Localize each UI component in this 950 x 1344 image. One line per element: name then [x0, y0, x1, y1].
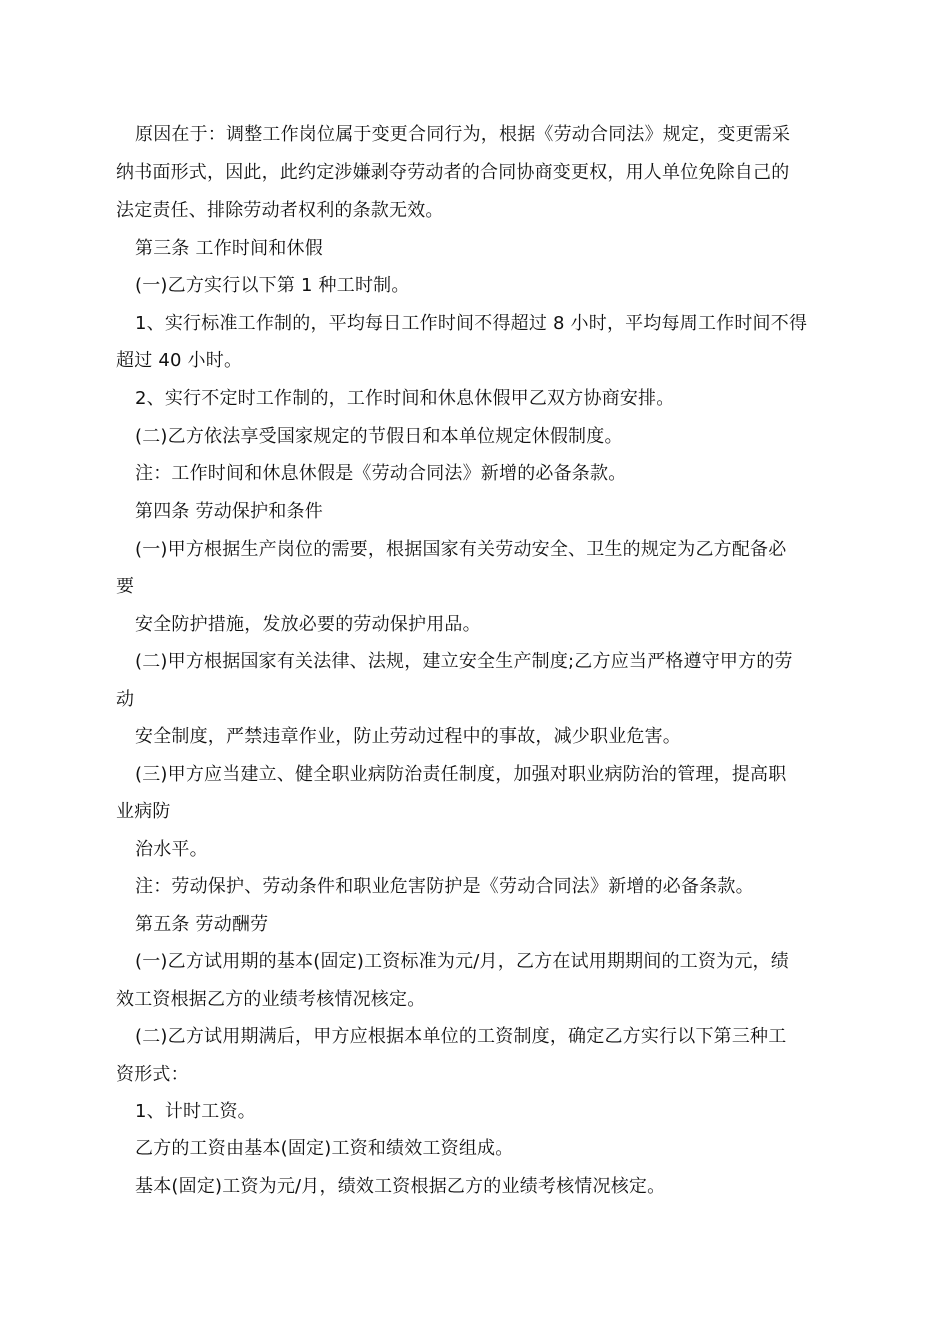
paragraph-line: 要: [116, 576, 135, 597]
paragraph-line: 治水平。: [135, 839, 208, 860]
paragraph-line: (一)乙方试用期的基本(固定)工资标准为元/月，乙方在试用期期间的工资为元，绩: [135, 951, 789, 972]
paragraph-line: (一)甲方根据生产岗位的需要，根据国家有关劳动安全、卫生的规定为乙方配备必: [135, 539, 787, 560]
paragraph-line: 动: [116, 689, 135, 710]
paragraph-line: 资形式：: [116, 1064, 189, 1085]
paragraph-line: 基本(固定)工资为元/月，绩效工资根据乙方的业绩考核情况核定。: [135, 1176, 666, 1197]
paragraph-line: (一)乙方实行以下第 1 种工时制。: [135, 275, 410, 296]
paragraph-line: 1、计时工资。: [135, 1101, 256, 1122]
paragraph-line: 乙方的工资由基本(固定)工资和绩效工资组成。: [135, 1138, 514, 1159]
paragraph-line: (二)乙方依法享受国家规定的节假日和本单位规定休假制度。: [135, 426, 623, 447]
paragraph-line: 法定责任、排除劳动者权利的条款无效。: [116, 200, 444, 221]
paragraph-line: 纳书面形式，因此，此约定涉嫌剥夺劳动者的合同协商变更权，用人单位免除自己的: [116, 162, 790, 183]
paragraph-line: 1、实行标准工作制的，平均每日工作时间不得超过 8 小时，平均每周工作时间不得: [135, 313, 808, 334]
section-heading: 第五条 劳动酬劳: [135, 914, 269, 935]
note-line: 注：劳动保护、劳动条件和职业危害防护是《劳动合同法》新增的必备条款。: [135, 876, 754, 897]
section-heading: 第四条 劳动保护和条件: [135, 501, 323, 522]
paragraph-line: 原因在于：调整工作岗位属于变更合同行为，根据《劳动合同法》规定，变更需采: [135, 124, 791, 145]
note-line: 注：工作时间和休息休假是《劳动合同法》新增的必备条款。: [135, 463, 627, 484]
paragraph-line: 安全制度，严禁违章作业，防止劳动过程中的事故，减少职业危害。: [135, 726, 681, 747]
paragraph-line: (三)甲方应当建立、健全职业病防治责任制度，加强对职业病防治的管理，提高职: [135, 764, 787, 785]
paragraph-line: 业病防: [116, 801, 171, 822]
paragraph-line: 2、实行不定时工作制的，工作时间和休息休假甲乙双方协商安排。: [135, 388, 675, 409]
section-heading: 第三条 工作时间和休假: [135, 238, 323, 259]
paragraph-line: (二)甲方根据国家有关法律、法规，建立安全生产制度;乙方应当严格遵守甲方的劳: [135, 651, 793, 672]
paragraph-line: 效工资根据乙方的业绩考核情况核定。: [116, 989, 426, 1010]
paragraph-line: 安全防护措施，发放必要的劳动保护用品。: [135, 614, 481, 635]
paragraph-line: 超过 40 小时。: [116, 350, 243, 371]
paragraph-line: (二)乙方试用期满后，甲方应根据本单位的工资制度，确定乙方实行以下第三种工: [135, 1026, 787, 1047]
